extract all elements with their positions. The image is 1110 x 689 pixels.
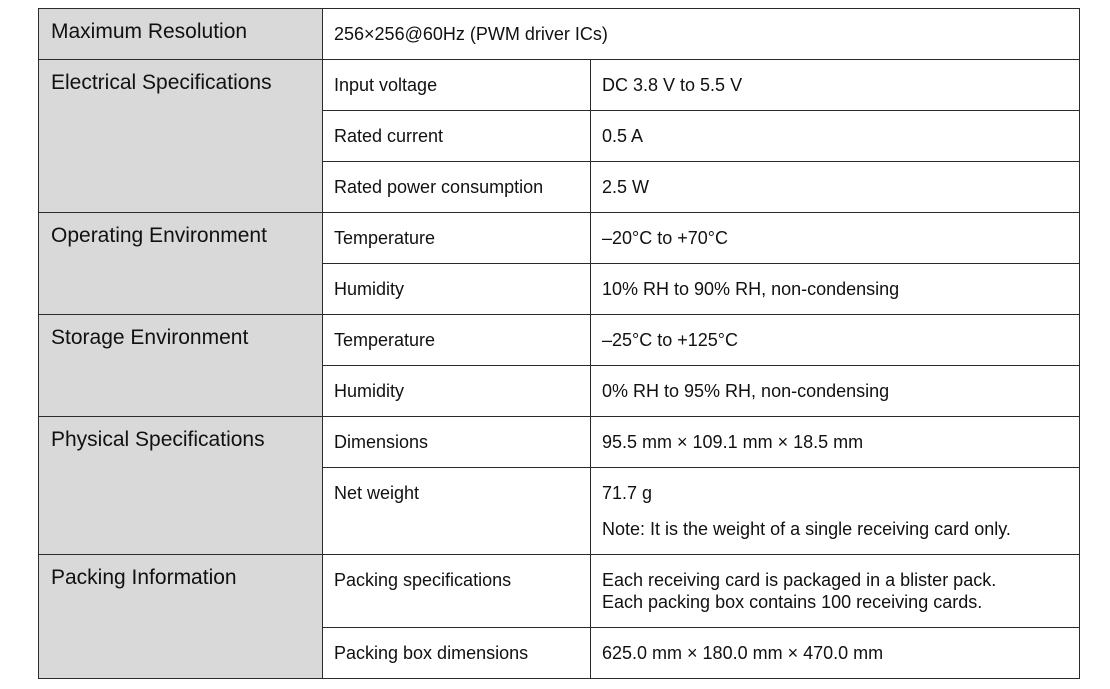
- value-operating-temperature: –20°C to +70°C: [591, 213, 1080, 264]
- category-operating-environment: Operating Environment: [39, 213, 323, 315]
- value-maximum-resolution: 256×256@60Hz (PWM driver ICs): [323, 9, 1080, 60]
- label-storage-humidity: Humidity: [323, 366, 591, 417]
- category-storage-environment: Storage Environment: [39, 315, 323, 417]
- label-packing-box-dimensions: Packing box dimensions: [323, 628, 591, 679]
- label-packing-specifications: Packing specifications: [323, 555, 591, 628]
- packing-spec-line-1: Each receiving card is packaged in a blister pack.: [602, 570, 997, 590]
- value-dimensions: 95.5 mm × 109.1 mm × 18.5 mm: [591, 417, 1080, 468]
- value-storage-temperature: –25°C to +125°C: [591, 315, 1080, 366]
- label-net-weight: Net weight: [323, 468, 591, 555]
- value-packing-specifications: [591, 555, 1080, 628]
- spec-table: [38, 8, 1080, 679]
- table-row: [39, 213, 1080, 264]
- value-packing-box-dimensions: 625.0 mm × 180.0 mm × 470.0 mm: [591, 628, 1080, 679]
- value-net-weight: 71.7 g: [602, 483, 653, 503]
- label-input-voltage: Input voltage: [323, 60, 591, 111]
- label-rated-current: Rated current: [323, 111, 591, 162]
- label-operating-temperature: Temperature: [323, 213, 591, 264]
- category-electrical-specifications: Electrical Specifications: [39, 60, 323, 213]
- label-rated-power-consumption: Rated power consumption: [323, 162, 591, 213]
- table-row: [39, 417, 1080, 468]
- value-storage-humidity: 0% RH to 95% RH, non-condensing: [591, 366, 1080, 417]
- category-physical-specifications: Physical Specifications: [39, 417, 323, 555]
- label-dimensions: Dimensions: [323, 417, 591, 468]
- packing-spec-line-2: Each packing box contains 100 receiving cards.: [602, 592, 983, 612]
- value-rated-current: 0.5 A: [591, 111, 1080, 162]
- table-row: [39, 555, 1080, 628]
- value-input-voltage: DC 3.8 V to 5.5 V: [591, 60, 1080, 111]
- category-maximum-resolution: Maximum Resolution: [39, 9, 323, 60]
- value-net-weight-cell: [591, 468, 1080, 555]
- label-operating-humidity: Humidity: [323, 264, 591, 315]
- category-packing-information: Packing Information: [39, 555, 323, 679]
- value-rated-power-consumption: 2.5 W: [591, 162, 1080, 213]
- table-row: [39, 9, 1080, 60]
- label-storage-temperature: Temperature: [323, 315, 591, 366]
- value-operating-humidity: 10% RH to 90% RH, non-condensing: [591, 264, 1080, 315]
- table-row: [39, 60, 1080, 111]
- net-weight-note: Note: It is the weight of a single receiving card only.: [602, 519, 1011, 539]
- table-row: [39, 315, 1080, 366]
